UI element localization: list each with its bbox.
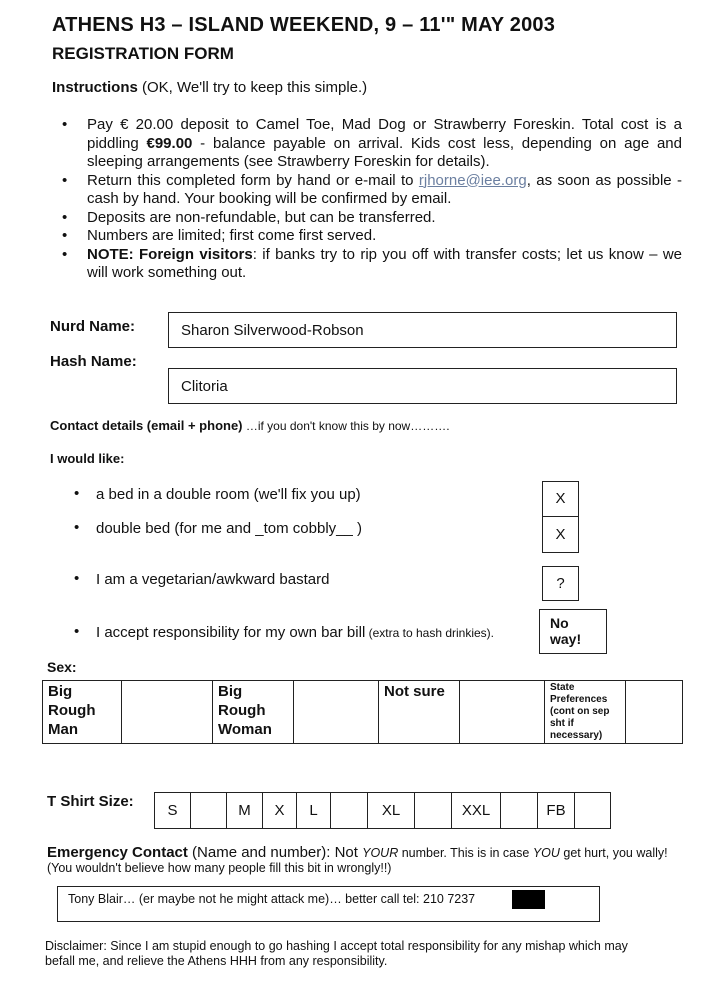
form-title: ATHENS H3 – ISLAND WEEKEND, 9 – 11'" MAY 2003 (52, 14, 556, 36)
contact-details (50, 418, 450, 433)
item-text: Return this completed form by hand or e-mail to (87, 171, 419, 189)
disclaimer-text: Disclaimer: Since I am stupid enough to go hashing I accept total responsibility for any mishap which may befall me, and relieve the Athens HHH from any responsibility. (45, 939, 628, 968)
tshirt-size[interactable]: FB (538, 793, 575, 829)
list-item (62, 209, 682, 228)
sex-option-preferences: State Preferences (cont on sep sht if necessary) (545, 681, 626, 744)
list-item (62, 172, 682, 209)
item-text: Deposits are non-refundable, but can be transferred. (87, 208, 436, 226)
list-item (62, 116, 682, 172)
emergency-text: number. This is in case (398, 846, 533, 860)
bullet-icon: • (74, 623, 80, 640)
nurd-name-label: Nurd Name: (50, 318, 136, 335)
instruction-list (62, 116, 682, 283)
sex-option-man: Big Rough Man (43, 681, 122, 744)
bullet-icon: • (74, 570, 80, 587)
emergency-label: Emergency Contact (47, 844, 188, 861)
tshirt-size[interactable]: M (227, 793, 263, 829)
bullet-icon: • (74, 519, 80, 536)
email-link[interactable]: rjhorne@iee.org (418, 171, 527, 189)
redaction-block (512, 890, 545, 909)
hash-name-field[interactable]: Clitoria (168, 368, 677, 404)
checkbox-bar-bill[interactable]: No way! (539, 609, 607, 654)
tshirt-size-table (154, 792, 611, 829)
instructions-aside: (OK, We'll try to keep this simple.) (137, 79, 368, 96)
list-item (62, 227, 682, 246)
note-label: NOTE: Foreign visitors (87, 245, 253, 263)
sex-option-not-sure: Not sure (379, 681, 460, 744)
instructions-heading (52, 79, 367, 96)
item-text: - balance payable on arrival. Kids cost less, depending on age and sleeping arrangements (see Strawberry Foreskin for details). (87, 134, 682, 170)
contact-label: Contact details (email + phone) (50, 418, 243, 433)
contact-note: …if you don't know this by now………. (242, 419, 450, 433)
item-text: : if banks try to rip you off with transfer costs; let us know – we will work something out. (87, 245, 682, 281)
instructions-label: Instructions (52, 79, 138, 96)
sex-box-not-sure[interactable] (460, 681, 545, 744)
price-text: €99.00 (146, 134, 193, 152)
checkbox-vegetarian[interactable]: ? (542, 566, 579, 601)
tshirt-box[interactable] (191, 793, 227, 829)
sex-box-man[interactable] (122, 681, 213, 744)
tshirt-box[interactable] (575, 793, 611, 829)
tshirt-size[interactable]: L (297, 793, 331, 829)
sex-table (42, 680, 683, 744)
sex-label: Sex: (47, 659, 77, 675)
checkbox-double-room[interactable]: X (542, 481, 579, 517)
item-text: Pay € 20.00 deposit to Camel Toe, Mad Dog or Strawberry Foreskin. Total cost is a piddling (87, 116, 682, 152)
sex-box-preferences[interactable] (626, 681, 683, 744)
option-label: I accept responsibility for my own bar bill (96, 624, 366, 641)
would-like-label: I would like: (50, 451, 125, 466)
list-item (62, 246, 682, 283)
item-text: , as soon as possible - cash by hand. Your booking will be confirmed by email. (87, 171, 682, 207)
form-subtitle: REGISTRATION FORM (52, 44, 234, 63)
tshirt-size[interactable]: XL (368, 793, 415, 829)
bullet-icon: • (74, 485, 80, 502)
sex-option-woman: Big Rough Woman (213, 681, 294, 744)
emergency-contact-value: Tony Blair… (er maybe not he might attack me)… better call tel: 210 7237 (68, 892, 476, 906)
hash-name-label: Hash Name: (50, 353, 137, 370)
tshirt-size[interactable]: S (155, 793, 191, 829)
tshirt-box[interactable] (415, 793, 452, 829)
tshirt-size[interactable]: X (263, 793, 297, 829)
option-note: (extra to hash drinkies). (365, 626, 494, 640)
tshirt-box[interactable] (331, 793, 368, 829)
nurd-name-field[interactable]: Sharon Silverwood-Robson (168, 312, 677, 348)
emergency-text: (Name and number): Not (187, 844, 363, 861)
tshirt-label: T Shirt Size: (47, 793, 134, 810)
option-double-room (74, 485, 361, 503)
emergency-text: get hurt, you wally! (You wouldn't believe how many people fill this bit in wrongly!!) (47, 846, 668, 875)
option-bar-bill (74, 623, 494, 641)
emergency-emphasis: YOU (532, 846, 560, 860)
option-double-bed (74, 519, 362, 537)
emergency-emphasis: YOUR (362, 846, 399, 860)
tshirt-size[interactable]: XXL (452, 793, 501, 829)
option-label: double bed (for me and _tom cobbly__ ) (96, 520, 362, 537)
item-text: Numbers are limited; first come first served. (87, 227, 377, 244)
sex-box-woman[interactable] (294, 681, 379, 744)
tshirt-box[interactable] (501, 793, 538, 829)
option-label: I am a vegetarian/awkward bastard (96, 571, 330, 588)
checkbox-double-bed[interactable]: X (542, 516, 579, 553)
emergency-contact-text (47, 845, 677, 876)
option-vegetarian (74, 570, 330, 588)
option-label: a bed in a double room (we'll fix you up) (96, 486, 361, 503)
